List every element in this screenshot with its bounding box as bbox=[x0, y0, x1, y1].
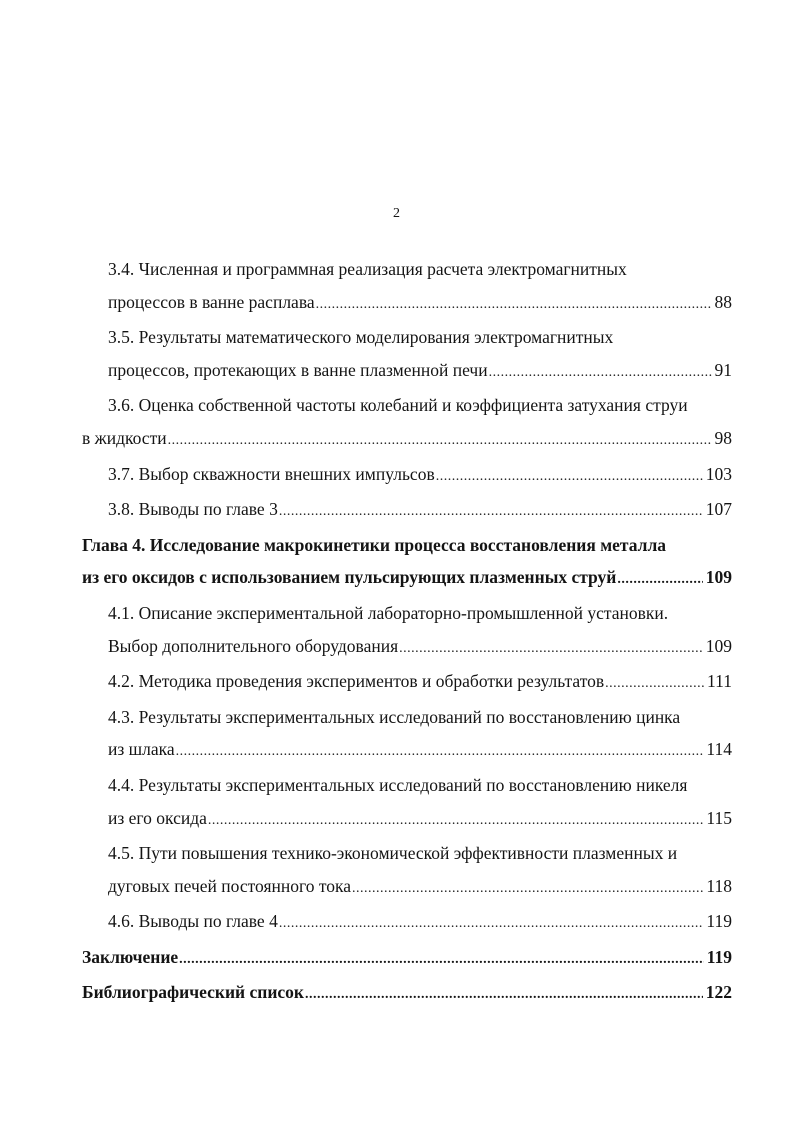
toc-entry-bibliography bbox=[82, 976, 732, 1012]
toc-entry-3-6 bbox=[82, 389, 732, 457]
toc-entry-text: из его оксида bbox=[108, 807, 207, 828]
toc-entry-text: из его оксидов с использованием пульсирующих плазменных струй bbox=[82, 567, 617, 588]
toc-entry-text: в жидкости bbox=[82, 427, 167, 448]
toc-entry-text: 4.5. Пути повышения технико-экономической эффективности плазменных и bbox=[108, 843, 678, 864]
toc-entry-3-4 bbox=[82, 253, 732, 321]
toc-entry-4-5 bbox=[82, 837, 732, 905]
toc-page-number: 98 bbox=[714, 427, 732, 448]
toc-entry-text: 3.6. Оценка собственной частоты колебаний и коэффициента затухания струи bbox=[108, 395, 688, 416]
dot-leader bbox=[208, 805, 703, 838]
toc-entry-text: 4.3. Результаты экспериментальных исследований по восстановлению цинка bbox=[108, 706, 681, 727]
toc-entry-text: 3.4. Численная и программная реализация расчета электромагнитных bbox=[108, 259, 627, 279]
toc-page-number: 103 bbox=[705, 463, 732, 484]
toc-entry-text: Глава 4. Исследование макрокинетики процесса восстановления металла bbox=[82, 534, 667, 555]
dot-leader bbox=[305, 979, 703, 1012]
toc-page-number: 114 bbox=[706, 739, 732, 760]
dot-leader bbox=[316, 289, 712, 322]
toc-entry-4-3 bbox=[82, 701, 732, 769]
toc-page-number: 118 bbox=[706, 875, 732, 896]
dot-leader bbox=[179, 944, 704, 977]
dot-leader bbox=[279, 496, 703, 529]
toc-page-number: 115 bbox=[706, 807, 732, 828]
toc-entry-text: из шлака bbox=[108, 739, 175, 760]
toc-entry-text: Библиографический список bbox=[82, 982, 305, 1003]
toc-entry-conclusion bbox=[82, 941, 732, 977]
toc-page-number: 88 bbox=[714, 291, 732, 312]
toc-page-number: 109 bbox=[705, 635, 732, 656]
toc-entry-text: 3.8. Выводы по главе 3 bbox=[108, 499, 278, 520]
table-of-contents bbox=[82, 253, 732, 1012]
toc-entry-text: 4.4. Результаты экспериментальных исследований по восстановлению никеля bbox=[108, 774, 688, 795]
toc-page-number: 107 bbox=[705, 499, 732, 520]
dot-leader bbox=[605, 668, 704, 701]
toc-entry-text: процессов в ванне расплава bbox=[108, 291, 315, 312]
toc-entry-text: дуговых печей постоянного тока bbox=[108, 875, 352, 896]
dot-leader bbox=[436, 461, 703, 494]
toc-entry-text: 3.7. Выбор скважности внешних импульсов bbox=[108, 463, 435, 484]
toc-entry-4-4 bbox=[82, 769, 732, 837]
dot-leader bbox=[617, 564, 702, 597]
dot-leader bbox=[399, 633, 703, 666]
toc-entry-3-5 bbox=[82, 321, 732, 389]
toc-entry-chapter-4 bbox=[82, 529, 732, 597]
toc-page-number: 111 bbox=[707, 671, 732, 692]
toc-entry-4-1 bbox=[82, 597, 732, 665]
toc-entry-4-2 bbox=[82, 665, 732, 701]
dot-leader bbox=[352, 873, 703, 906]
dot-leader bbox=[176, 736, 704, 769]
toc-entry-text: Заключение bbox=[82, 946, 179, 967]
dot-leader bbox=[279, 908, 704, 941]
toc-entry-4-6 bbox=[82, 905, 732, 941]
toc-entry-text: 4.1. Описание экспериментальной лабораторно-промышленной установки. bbox=[108, 602, 669, 623]
toc-page-number: 91 bbox=[714, 359, 732, 380]
toc-page-number: 109 bbox=[705, 567, 732, 588]
toc-page-number: 122 bbox=[705, 982, 732, 1003]
toc-entry-text: 4.2. Методика проведения экспериментов и обработки результатов bbox=[108, 671, 605, 692]
toc-page-number: 119 bbox=[706, 946, 732, 967]
toc-entry-text: 4.6. Выводы по главе 4 bbox=[108, 911, 278, 932]
toc-entry-text: Выбор дополнительного оборудования bbox=[108, 635, 399, 656]
dot-leader bbox=[168, 425, 712, 458]
toc-page-number: 119 bbox=[706, 911, 732, 932]
toc-entry-3-7 bbox=[82, 458, 732, 494]
page-number: 2 bbox=[393, 206, 400, 221]
toc-entry-text: 3.5. Результаты математического моделирования электромагнитных bbox=[108, 327, 614, 348]
toc-entry-3-8 bbox=[82, 493, 732, 529]
toc-entry-text: процессов, протекающих в ванне плазменной печи bbox=[108, 359, 488, 380]
dot-leader bbox=[489, 357, 712, 390]
